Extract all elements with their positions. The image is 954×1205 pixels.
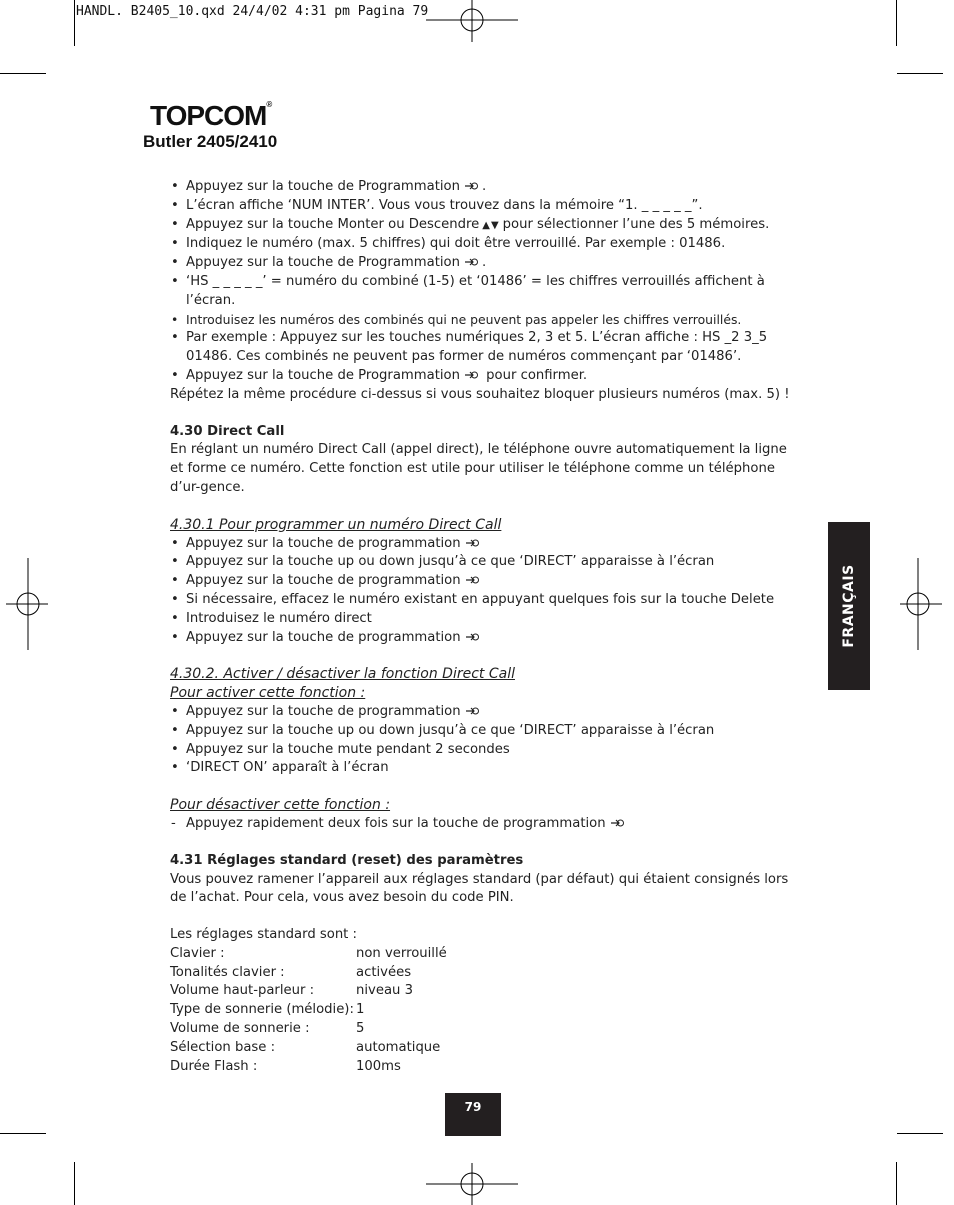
crop-mark <box>74 0 75 46</box>
list-item: • ‘HS _ _ _ _ _’ = numéro du combiné (1-5) et ‘01486’ = les chiffres verrouillés affichent à l’écran. <box>170 273 790 311</box>
subsection-heading: 4.30.2. Activer / désactiver la fonction Direct Call <box>170 666 515 683</box>
list-item: • Appuyez sur la touche mute pendant 2 secondes <box>170 741 790 760</box>
settings-title: Les réglages standard sont : <box>170 927 357 943</box>
page-content <box>170 178 790 1076</box>
print-slug: HANDL. B2405_10.qxd 24/4/02 4:31 pm Pagina 79 <box>76 4 429 19</box>
list-item: • Appuyez sur la touche Monter ou Descendre ▲▼ pour sélectionner l’une des 5 mémoires. <box>170 216 790 236</box>
list-item: • Appuyez sur la touche de programmation <box>170 703 790 722</box>
list-item: • Appuyez sur la touche de Programmation . <box>170 178 790 197</box>
list-item: • Appuyez sur la touche de programmation <box>170 535 790 554</box>
list-item: • Si nécessaire, effacez le numéro existant en appuyant quelques fois sur la touche Delete <box>170 591 790 610</box>
list-item: • Appuyez sur la touche de programmation <box>170 572 790 591</box>
list-item: • Appuyez sur la touche up ou down jusqu’à ce que ‘DIRECT’ apparaisse à l’écran <box>170 553 790 572</box>
registration-mark-icon <box>426 0 518 42</box>
settings-row: Durée Flash : 100ms <box>170 1058 401 1074</box>
program-key-icon <box>465 704 479 714</box>
list-item: - Appuyez rapidement deux fois sur la touche de programmation <box>170 815 790 834</box>
language-tab: FRANÇAIS <box>828 522 870 690</box>
program-key-icon <box>464 179 478 189</box>
list-item: • Par exemple : Appuyez sur les touches numériques 2, 3 et 5. L’écran affiche : HS _2 3_5 01486. Ces combinés ne peuvent pas former de numéros commençant par ‘01486’. <box>170 329 790 367</box>
crop-mark <box>896 1162 897 1205</box>
brand-logo: TOPCOM® <box>150 100 272 131</box>
program-key-icon <box>610 816 624 826</box>
program-key-icon <box>464 255 478 265</box>
instruction-list <box>170 703 790 778</box>
list-item: • ‘DIRECT ON’ apparaît à l’écran <box>170 759 790 778</box>
subsection-heading: 4.30.1 Pour programmer un numéro Direct Call <box>170 516 502 533</box>
crop-mark <box>896 0 897 46</box>
settings-row: Clavier : non verrouillé <box>170 945 447 961</box>
registration-mark-icon <box>6 558 48 650</box>
list-item: • Appuyez sur la touche de Programmation pour confirmer. <box>170 367 790 386</box>
section-body: Vous pouvez ramener l’appareil aux réglages standard (par défaut) qui étaient consignés lors de l’achat. Pour cela, vous avez besoin du code PIN. <box>170 871 789 906</box>
program-key-icon <box>464 368 478 378</box>
crop-mark <box>74 1162 75 1205</box>
section-heading: 4.31 Réglages standard (reset) des paramètres <box>170 852 524 868</box>
settings-row: Volume de sonnerie : 5 <box>170 1021 365 1037</box>
instruction-list <box>170 815 790 834</box>
model-title: Butler 2405/2410 <box>143 132 278 151</box>
page-number: 79 <box>445 1093 501 1136</box>
list-item: • L’écran affiche ‘NUM INTER’. Vous vous trouvez dans la mémoire “1. _ _ _ _ _”. <box>170 197 790 216</box>
program-key-icon <box>465 536 479 546</box>
deactivate-title: Pour désactiver cette fonction : <box>170 797 391 814</box>
list-item: • Appuyez sur la touche de programmation <box>170 629 790 648</box>
crop-mark <box>0 1133 46 1134</box>
list-item: • Appuyez sur la touche up ou down jusqu’à ce que ‘DIRECT’ apparaisse à l’écran <box>170 722 790 741</box>
section-body: En réglant un numéro Direct Call (appel direct), le téléphone ouvre automatiquement la ligne et forme ce numéro. Cette fonction est utile pour utiliser le téléphone comme un téléphone d’ur-gence. <box>170 442 787 495</box>
settings-row: Sélection base : automatique <box>170 1039 441 1055</box>
activate-title: Pour activer cette fonction : <box>170 685 366 702</box>
crop-mark <box>897 1133 943 1134</box>
settings-row: Tonalités clavier : activées <box>170 964 412 980</box>
up-down-arrows-icon: ▲▼ <box>482 219 500 231</box>
registration-mark-icon <box>900 558 942 650</box>
list-item: • Appuyez sur la touche de Programmation . <box>170 254 790 273</box>
list-item: • Indiquez le numéro (max. 5 chiffres) qui doit être verrouillé. Par exemple : 01486. <box>170 235 790 254</box>
list-item: • Introduisez les numéros des combinés qui ne peuvent pas appeler les chiffres verrouillés. <box>170 311 790 330</box>
note-text: Répétez la même procédure ci-dessus si vous souhaitez bloquer plusieurs numéros (max. 5) ! <box>170 386 790 402</box>
instruction-list <box>170 178 790 386</box>
crop-mark <box>897 73 943 74</box>
section-heading: 4.30 Direct Call <box>170 423 285 439</box>
program-key-icon <box>465 630 479 640</box>
settings-row: Volume haut-parleur : niveau 3 <box>170 983 413 999</box>
crop-mark <box>0 73 46 74</box>
registration-mark-icon <box>426 1163 518 1205</box>
settings-row: Type de sonnerie (mélodie): 1 <box>170 1002 365 1018</box>
settings-table <box>170 945 790 1077</box>
instruction-list <box>170 535 790 648</box>
list-item: • Introduisez le numéro direct <box>170 610 790 629</box>
program-key-icon <box>465 573 479 583</box>
